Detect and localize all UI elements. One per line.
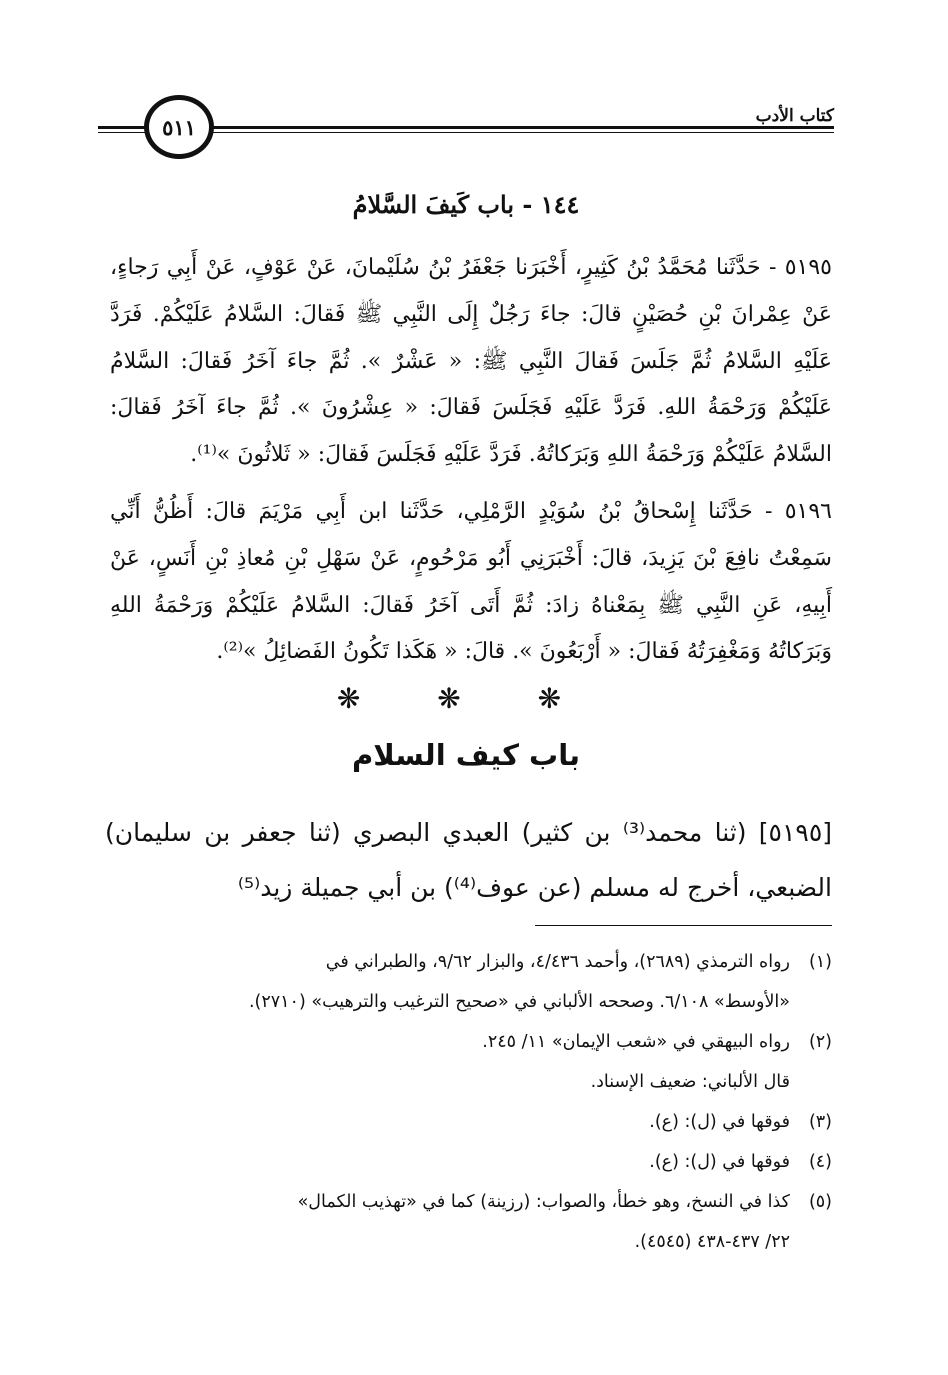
footnote-number: (٢) bbox=[808, 1032, 832, 1052]
hadith-text bbox=[110, 245, 832, 676]
hadith-5195: ٥١٩٥ - حَدَّثَنا مُحَمَّدُ بْنُ كَثِيرٍ، أَخْبَرَنا جَعْفَرُ بْنُ سُلَيْمانَ، عَنْ عَوْفٍ، عَنْ أَبِي رَجاءٍ، عَنْ عِمْرانَ بْنِ حُصَيْنٍ قالَ: جاءَ رَجُلٌ إِلَى النَّبِي ﷺ فَقالَ: السَّلامُ عَلَيْكُمْ. فَرَدَّ عَلَيْهِ السَّلامُ ثُمَّ جَلَسَ فَقالَ النَّبِي ﷺ: « عَشْرٌ ». ثُمَّ جاءَ آخَرُ فَقالَ: السَّلامُ عَلَيْكُمْ وَرَحْمَةُ اللهِ. فَرَدَّ عَلَيْهِ فَجَلَسَ فَقالَ: « عِشْرُونَ ». ثُمَّ جاءَ آخَرُ فَقالَ: السَّلامُ عَلَيْكُمْ وَرَحْمَةُ اللهِ وَبَرَكاتُهُ. فَرَدَّ عَلَيْهِ فَجَلَسَ فَقالَ: « ثَلاثُونَ »⁽¹⁾. bbox=[110, 255, 832, 468]
footnote-line: رواه الترمذي (٢٦٨٩)، وأحمد ٤/٤٣٦، والبزار ٩/٦٢، والطبراني في bbox=[325, 952, 790, 972]
footnote-number: (٥) bbox=[808, 1192, 832, 1212]
chapter-title: ١٤٤ - باب كَيفَ السَّلامُ bbox=[352, 190, 580, 219]
footnote-line: قال الألباني: ضعيف الإسناد. bbox=[590, 1072, 790, 1092]
hadith-5196: ٥١٩٦ - حَدَّثَنا إِسْحاقُ بْنُ سُوَيْدٍ الرَّمْلِي، حَدَّثَنا ابن أَبِي مَرْيَمَ قالَ: أَظُنُّ أَنِّي سَمِعْتُ نافِعَ بْنَ يَزِيدَ، قالَ: أَخْبَرَنِي أَبُو مَرْحُومٍ، عَنْ سَهْلِ بْنِ مُعاذِ بْنِ أَنَسٍ، عَنْ أَبِيهِ، عَنِ النَّبِي ﷺ بِمَعْناهُ زادَ: ثُمَّ أَتَى آخَرُ فَقالَ: السَّلامُ عَلَيْكُمْ وَرَحْمَةُ اللهِ وَبَرَكاتُهُ وَمَغْفِرَتُهُ فَقالَ: « أَرْبَعُونَ ». قالَ: « هَكَذا تَكُونُ الفَضائِلُ »⁽²⁾. bbox=[110, 498, 832, 665]
footnote-line: «الأوسط» ٦/١٠٨. وصححه الألباني في «صحيح الترغيب والترهيب» (٢٧١٠). bbox=[248, 992, 790, 1012]
footnote-line: فوقها في (ل): (ع). bbox=[649, 1112, 790, 1132]
commentary-title: باب كيف السلام bbox=[352, 738, 580, 772]
footnote bbox=[105, 1022, 832, 1102]
footnotes bbox=[105, 942, 832, 1262]
page-number: ٥١١ bbox=[144, 95, 214, 159]
footnote-number: (١) bbox=[808, 952, 832, 972]
footnote-line: رواه البيهقي في «شعب الإيمان» ١١/ ٢٤٥. bbox=[482, 1032, 790, 1052]
footnote bbox=[105, 1182, 832, 1262]
footnote-line: فوقها في (ل): (ع). bbox=[649, 1152, 790, 1172]
footnote-number: (٤) bbox=[808, 1152, 832, 1172]
footnote-line: ٢٢/ ٤٣٧-٤٣٨ (٤٥٤٥). bbox=[634, 1232, 790, 1252]
footnote-divider bbox=[535, 925, 832, 926]
footnote bbox=[105, 1142, 832, 1182]
book-title: كتاب الأدب bbox=[746, 106, 834, 126]
commentary-text: [٥١٩٥] (ثنا محمد⁽³⁾ بن كثير) العبدي البصري (ثنا جعفر بن سليمان) الضبعي، أخرج له مسلم (عن عوف⁽⁴⁾) بن أبي جميلة زيد⁽⁵⁾ bbox=[105, 818, 833, 902]
page-header bbox=[98, 92, 834, 162]
footnote-line: كذا في النسخ، وهو خطأ، والصواب: (رزينة) كما في «تهذيب الكمال» bbox=[297, 1192, 790, 1212]
footnote bbox=[105, 942, 832, 1022]
section-separator: ❋ ❋ ❋ bbox=[336, 682, 596, 715]
footnote bbox=[105, 1102, 832, 1142]
footnote-number: (٣) bbox=[808, 1112, 832, 1132]
